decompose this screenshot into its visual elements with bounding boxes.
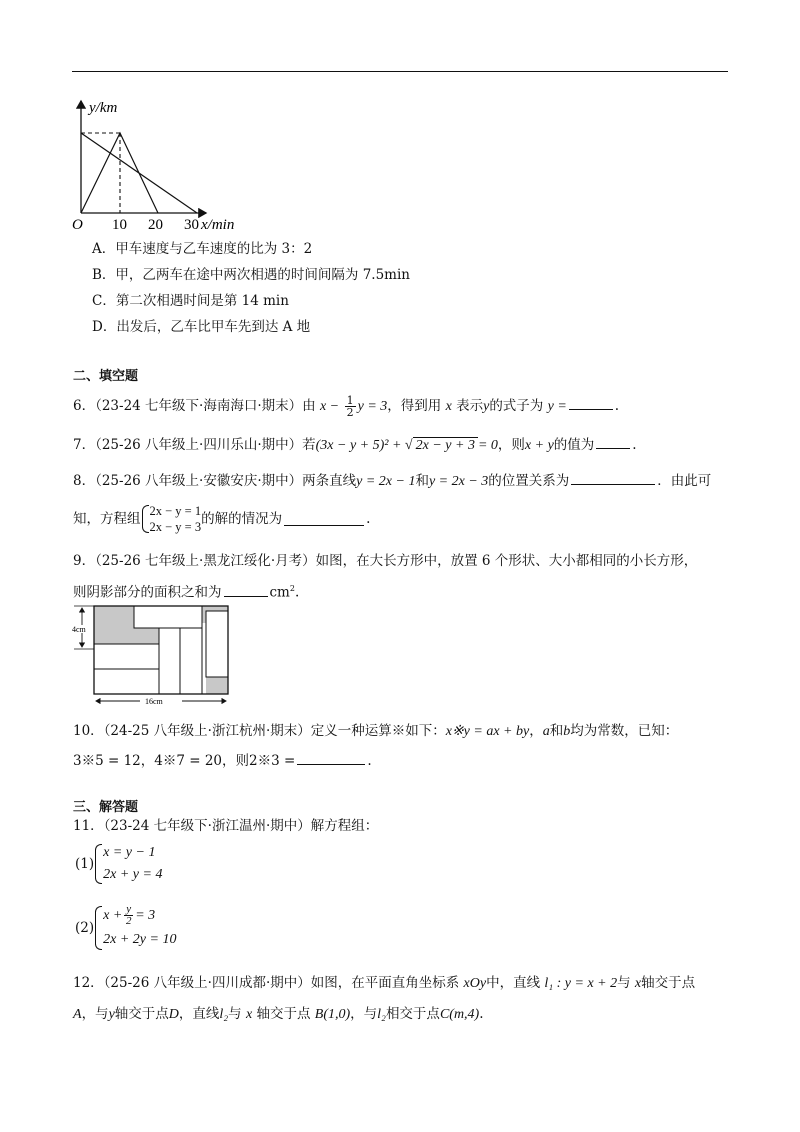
question-8-line-2: 知，方程组 2x − y = 1 2x − y = 3 的解的情况为 . (73, 504, 371, 534)
q5-option-a: A．甲车速度与乙车速度的比为 3：2 (92, 241, 313, 257)
rectangles-figure (70, 603, 236, 708)
small-rect-bottom-horizontal (94, 669, 159, 694)
q6-number: 6． (73, 398, 96, 414)
q11-system-2: x + $\frac{y}{2}$ = 3 2x + 2y = 10 (94, 904, 176, 952)
small-rect-vertical-3 (206, 611, 228, 677)
q10-number: 10． (73, 723, 104, 739)
q5-option-b: B．甲，乙两车在途中两次相遇的时间间隔为 7.5min (92, 267, 410, 283)
q11-part-1: (1) x = y − 1 2x + y = 4 (75, 842, 162, 886)
width-label: 16cm (145, 697, 163, 706)
q12-source: （25-26 八年级上·四川成都·期中）如图，在平面直角坐标系 (103, 975, 460, 991)
question-10-line-2: 3※5 = 12，4※7 = 20，则2※3 = . (73, 753, 372, 769)
section-fill-in-title: 二、填空题 (73, 369, 139, 384)
question-9-line-1: 9．（25-26 七年级上·黑龙江绥化·月考）如图，在大长方形中，放置 6 个形状、大小都相同的小长方形， (73, 553, 698, 569)
small-rect-top-horizontal (134, 606, 202, 628)
q11-system-1: x = y − 1 2x + y = 4 (94, 842, 162, 886)
q6-fraction: $\frac{1}{2}$ (346, 394, 354, 419)
x-axis-label: x/min (201, 217, 235, 233)
q5-option-d: D．出发后，乙车比甲车先到达 A 地 (92, 319, 311, 335)
q7-sqrt-body: 2x − y + 3 (413, 437, 478, 453)
q6-answer-blank[interactable] (569, 397, 613, 410)
question-10-line-1: 10．（24-25 八年级上·浙江杭州·期末）定义一种运算※如下：x※y = ax + by，a和b均为常数，已知： (73, 723, 679, 739)
question-6: 6．（23-24 七年级下·海南海口·期末）由 x − $\frac{1}{2}$ y = 3，得到用 x 表示y的式子为 y = . (73, 394, 620, 419)
section-solve-title: 三、解答题 (73, 800, 139, 815)
header-rule (72, 71, 728, 72)
car-a-path (81, 133, 158, 213)
question-9-line-2: 则阴影部分的面积之和为 $cm^2$. (73, 584, 300, 601)
question-12-line-2: A，与y轴交于点D，直线l₂与 x 轴交于点 B(1,0)，与l₂相交于点C(m,4). (73, 1006, 484, 1022)
height-label: 4cm (72, 625, 86, 634)
shaded-region-bottom-right (206, 677, 228, 694)
question-8-line-1: 8．（25-26 八年级上·安徽安庆·期中）两条直线y = 2x − 1和y = 2x − 3的位置关系为 ．由此可 (73, 473, 712, 489)
q6-expr2: y = 3 (357, 399, 388, 414)
q7-source: （25-26 八年级上·四川乐山·期中）若 (95, 437, 316, 453)
q7-expr: (3x − y + 5)² + √ (315, 438, 413, 453)
x-tick-10: 10 (112, 217, 127, 233)
q11-part-2: (2) x + $\frac{y}{2}$ = 3 2x + 2y = 10 (75, 904, 176, 952)
q12-number: 12． (73, 975, 104, 991)
x-tick-20: 20 (148, 217, 163, 233)
x-tick-30: 30 (184, 217, 199, 233)
car-b-path (81, 133, 197, 213)
origin-label: O (72, 217, 83, 233)
question-11 (73, 817, 378, 835)
q7-answer-blank[interactable] (596, 436, 630, 449)
q8-equation-system: 2x − y = 1 2x − y = 3 (141, 503, 202, 535)
q11-number: 11． (73, 818, 104, 834)
small-rect-vertical-1 (159, 628, 180, 694)
q10-answer-blank[interactable] (297, 752, 365, 765)
small-rect-vertical-2 (180, 628, 202, 694)
q7-number: 7． (73, 437, 96, 453)
q10-source: （24-25 八年级上·浙江杭州·期末）定义一种运算※如下： (103, 723, 446, 739)
q6-source: （23-24 七年级下·海南海口·期末）由 (95, 398, 316, 414)
distance-time-graph (70, 95, 260, 235)
q8-number: 8． (73, 473, 96, 489)
small-rect-mid-horizontal (94, 644, 159, 669)
question-12-line-1: 12．（25-26 八年级上·四川成都·期中）如图，在平面直角坐标系 xOy中，直线 l₁ : y = x + 2与 x轴交于点 (73, 975, 696, 991)
question-7: 7．（25-26 八年级上·四川乐山·期中）若(3x − y + 5)² + √ 2x − y + 3 = 0，则x + y的值为 . (73, 437, 637, 453)
q5-option-c: C．第二次相遇时间是第 14 min (92, 293, 289, 309)
q9-answer-blank[interactable] (224, 584, 268, 597)
q11-source: （23-24 七年级下·浙江温州·期中）解方程组： (103, 818, 379, 834)
q8-answer-blank-2[interactable] (284, 513, 364, 526)
q8-source: （25-26 八年级上·安徽安庆·期中）两条直线 (95, 473, 357, 489)
y-axis-label: y/km (89, 100, 118, 116)
q8-answer-blank-1[interactable] (571, 472, 655, 485)
q9-number: 9． (73, 553, 96, 569)
q6-expr: x − (319, 399, 343, 414)
